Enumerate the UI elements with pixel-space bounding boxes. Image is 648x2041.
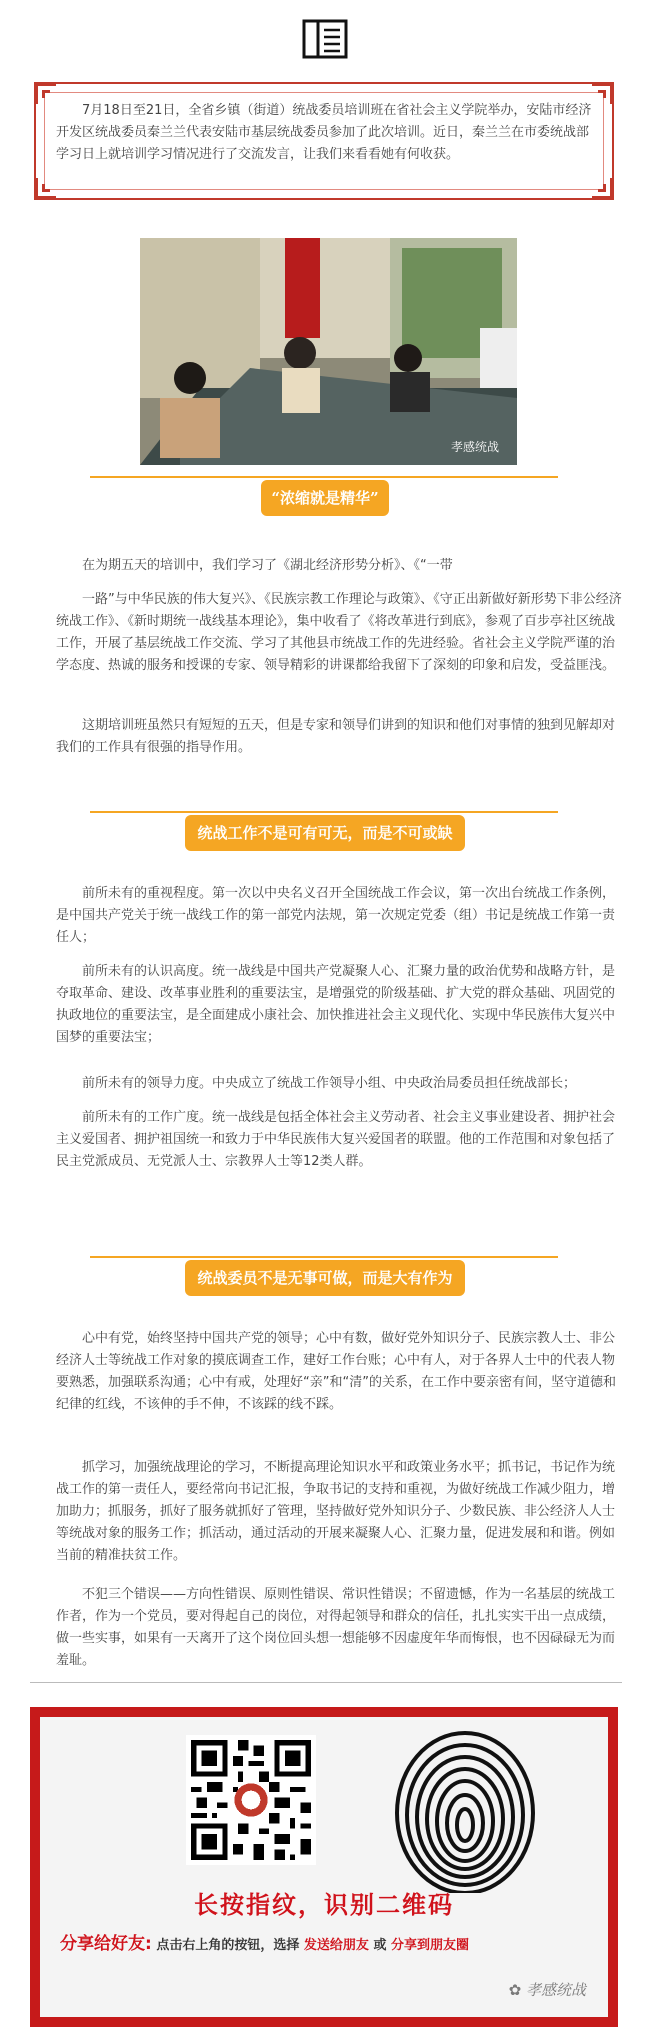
ornament-corner-icon [592,178,614,200]
section-heading: 统战工作不是可有可无，而是不可或缺 [185,815,465,851]
book-icon [302,18,348,60]
share-label: 分享给好友: [60,1934,152,1954]
meeting-photo [140,238,517,465]
send-to-friend-option: 发送给朋友 [303,1938,369,1953]
share-moments-option: 分享到朋友圈 [390,1938,469,1953]
section-heading: 统战委员不是无事可做，而是大有作为 [185,1260,465,1296]
section-divider-line [90,1256,558,1258]
paragraph: 一路”与中华民族的伟大复兴》、《民族宗教工作理论与政策》、《守正出新做好新形势下非公经济统战工作》、《新时期统一战线基本理论》，集中收看了《将改革进行到底》，参观了百步亭社区统战工作，开展了基层统战工作交流、学习了其他县市统战工作的先进经验。省社会主义学院严谨的治学态度、热诚的服务和授课的专家、领导精彩的讲课都给我留下了深刻的印象和启发，受益匪浅。 [56,592,622,673]
paragraph: 前所未有的工作广度。统一战线是包括全体社会主义劳动者、社会主义事业建设者、拥护社会主义爱国者、拥护祖国统一和致力于中华民族伟大复兴爱国者的联盟。他的工作范围和对象包括了民主党派成员、无党派人士、宗教界人士等12类人群。 [56,1110,616,1169]
paragraph: 心中有党，始终坚持中国共产党的领导；心中有数，做好党外知识分子、民族宗教人士、非公经济人士等统战工作对象的摸底调查工作，建好工作台账；心中有人，对于各界人士中的代表人物要熟悉，加强联系沟通；心中有戒，处理好“亲”和“清”的关系，在工作中要亲密有间，坚守道德和纪律的红线，不该伸的手不伸，不该踩的线不踩。 [56,1331,616,1412]
paragraph: 在为期五天的培训中，我们学习了《湖北经济形势分析》、《“一带 [82,558,453,573]
section-divider-line [90,476,558,478]
share-instruction-text: 点击右上角的按钮，选择 [156,1938,300,1953]
section-divider-line [90,811,558,813]
ornament-corner-icon [34,82,56,104]
section-heading: “浓缩就是精华” [261,480,389,516]
poster-slogan: 长按指纹，识别二维码 [194,1891,454,1919]
ornament-corner-icon [592,82,614,104]
wechat-icon: ✿ [508,1981,522,1999]
paragraph: 前所未有的重视程度。第一次以中央名义召开全国统战工作会议，第一次出台统战工作条例，是中国共产党关于统一战线工作的第一部党内法规，第一次规定党委（组）书记是统战工作第一责任人； [56,886,616,945]
photo-watermark: 孝感统战 [450,440,499,454]
paragraph: 这期培训班虽然只有短短的五天，但是专家和领导们讲到的知识和他们对事情的独到见解却对我们的工作具有很强的指导作用。 [56,718,616,755]
paragraph: 前所未有的领导力度。中央成立了统战工作领导小组、中央政治局委员担任统战部长； [82,1076,577,1091]
paragraph: 不犯三个错误——方向性错误、原则性错误、常识性错误；不留遗憾，作为一名基层的统战工作者，作为一个党员，要对得起自己的岗位，对得起领导和群众的信任，扎扎实实干出一点成绩，做一些实事，如果有一天离开了这个岗位回头想一想能够不因虚度年华而悔恨，也不因碌碌无为而羞耻。 [56,1587,616,1668]
or-word: 或 [373,1938,387,1953]
qr-poster [30,1707,618,2027]
ornament-corner-icon [34,178,56,200]
content-divider [30,1682,622,1683]
account-name: 孝感统战 [525,1981,586,1999]
fingerprint-icon[interactable] [390,1723,540,1893]
intro-paragraph: 7月18日至21日，全省乡镇（街道）统战委员培训班在省社会主义学院举办，安陆市经济开发区统战委员秦兰兰代表安陆市基层统战委员参加了此次培训。近日，秦兰兰在市委统战部学习日上就培训学习情况进行了交流发言，让我们来看看她有何收获。 [56,103,592,162]
paragraph: 抓学习，加强统战理论的学习，不断提高理论知识水平和政策业务水平；抓书记，书记作为统战工作的第一责任人，要经常向书记汇报，争取书记的支持和重视，为做好统战工作减少阻力，增加助力；抓服务，抓好了服务就抓好了管理，坚持做好党外知识分子、少数民族、非公经济人人士等统战对象的服务工作；抓活动，通过活动的开展来凝聚人心、汇聚力量，促进发展和和谐。例如当前的精准扶贫工作。 [56,1460,616,1563]
paragraph: 前所未有的认识高度。统一战线是中国共产党凝聚人心、汇聚力量的政治优势和战略方针，是夺取革命、建设、改革事业胜利的重要法宝，是增强党的阶级基础、扩大党的群众基础、巩固党的执政地位的重要法宝，是全面建成小康社会、加快推进社会主义现代化、实现中华民族伟大复兴中国梦的重要法宝； [56,964,616,1045]
account-watermark [509,1979,586,2000]
share-instructions [60,1929,469,1954]
qr-code-icon[interactable] [186,1735,316,1865]
